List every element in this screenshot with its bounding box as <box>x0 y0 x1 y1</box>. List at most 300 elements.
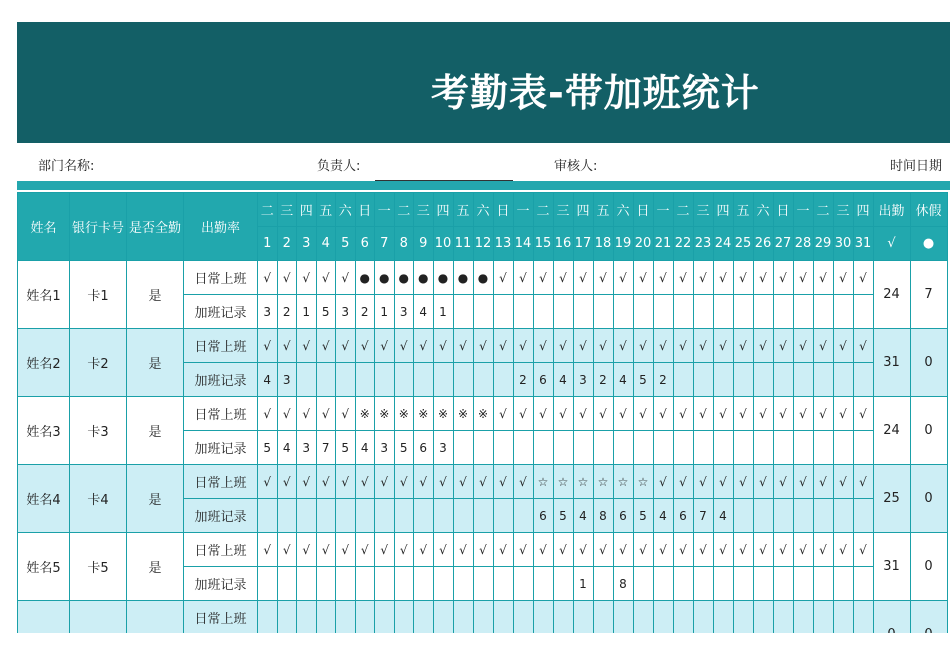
day-mark: √ <box>693 465 713 499</box>
employee-name: 姓名2 <box>18 329 70 397</box>
overtime-hours <box>277 567 297 601</box>
day-mark <box>473 601 493 635</box>
overtime-hours <box>493 431 513 465</box>
overtime-hours: 4 <box>653 499 673 533</box>
overtime-hours: 2 <box>355 295 375 329</box>
overtime-hours <box>453 499 473 533</box>
overtime-hours <box>433 567 453 601</box>
overtime-hours: 4 <box>553 363 573 397</box>
day-mark <box>693 601 713 635</box>
overtime-hours <box>733 499 753 533</box>
header-weekday: 四 <box>297 193 317 227</box>
overtime-hours: 3 <box>277 363 297 397</box>
day-mark: ☆ <box>573 465 593 499</box>
day-mark: √ <box>733 465 753 499</box>
overtime-hours: 4 <box>258 363 278 397</box>
overtime-hours <box>493 499 513 533</box>
overtime-hours <box>453 567 473 601</box>
overtime-hours <box>673 567 693 601</box>
overtime-hours <box>493 295 513 329</box>
overtime-hours: 1 <box>297 295 317 329</box>
header-weekday: 三 <box>833 193 853 227</box>
day-mark: √ <box>473 465 493 499</box>
overtime-hours <box>773 567 793 601</box>
header-day: 12 <box>473 227 493 261</box>
day-mark: √ <box>653 533 673 567</box>
header-attend-symbol: √ <box>873 227 910 261</box>
day-mark: √ <box>853 465 873 499</box>
header-strip <box>17 181 950 190</box>
day-mark <box>355 601 375 635</box>
employee-full-attendance: 是 <box>127 329 184 397</box>
day-mark <box>553 601 573 635</box>
day-mark: √ <box>493 329 513 363</box>
header-day: 29 <box>813 227 833 261</box>
day-mark: √ <box>258 261 278 295</box>
overtime-hours: 4 <box>277 431 297 465</box>
overtime-hours <box>473 295 493 329</box>
header-day: 9 <box>414 227 434 261</box>
day-mark: √ <box>713 465 733 499</box>
overtime-hours: 5 <box>633 499 653 533</box>
overtime-hours <box>355 363 375 397</box>
day-mark: ● <box>394 261 414 295</box>
day-mark: √ <box>753 329 773 363</box>
day-mark <box>453 601 473 635</box>
overtime-hours <box>733 431 753 465</box>
overtime-hours: 6 <box>533 363 553 397</box>
overtime-hours <box>316 499 336 533</box>
overtime-hours: 5 <box>633 363 653 397</box>
header-day: 2 <box>277 227 297 261</box>
overtime-hours: 5 <box>258 431 278 465</box>
day-mark <box>753 601 773 635</box>
day-mark: √ <box>316 465 336 499</box>
overtime-hours: 5 <box>553 499 573 533</box>
day-mark: ● <box>375 261 395 295</box>
overtime-hours: 3 <box>394 295 414 329</box>
header-attendance-rate: 出勤率 <box>184 193 258 261</box>
day-mark: √ <box>394 329 414 363</box>
day-mark: √ <box>853 397 873 431</box>
overtime-hours: 2 <box>653 363 673 397</box>
attendance-table <box>17 192 948 669</box>
header-day: 20 <box>633 227 653 261</box>
overtime-hours <box>693 567 713 601</box>
table-row <box>18 397 948 431</box>
day-mark: ※ <box>355 397 375 431</box>
overtime-hours <box>553 295 573 329</box>
day-mark: √ <box>297 329 317 363</box>
overtime-hours: 3 <box>433 431 453 465</box>
overtime-hours <box>473 431 493 465</box>
overtime-hours: 4 <box>414 295 434 329</box>
day-mark: √ <box>533 533 553 567</box>
header-weekday: 一 <box>513 193 533 227</box>
day-mark: √ <box>493 533 513 567</box>
header-weekday: 三 <box>553 193 573 227</box>
header-weekday: 四 <box>573 193 593 227</box>
day-mark <box>853 601 873 635</box>
day-mark: ※ <box>414 397 434 431</box>
day-mark: ※ <box>375 397 395 431</box>
overtime-hours <box>773 431 793 465</box>
day-mark: √ <box>753 261 773 295</box>
header-weekday: 六 <box>473 193 493 227</box>
day-mark: √ <box>813 329 833 363</box>
day-mark: √ <box>653 397 673 431</box>
header-day: 19 <box>613 227 633 261</box>
header-day: 4 <box>316 227 336 261</box>
header-day: 13 <box>493 227 513 261</box>
day-mark: √ <box>493 261 513 295</box>
day-mark: √ <box>813 397 833 431</box>
day-mark: √ <box>773 397 793 431</box>
overtime-hours <box>753 295 773 329</box>
day-mark: √ <box>355 533 375 567</box>
day-mark <box>613 601 633 635</box>
overtime-hours <box>673 431 693 465</box>
day-mark: √ <box>533 261 553 295</box>
overtime-hours <box>277 499 297 533</box>
day-mark: ☆ <box>593 465 613 499</box>
manager-label: 负责人: <box>317 159 361 174</box>
employee-card: 卡5 <box>70 533 127 601</box>
day-mark: √ <box>573 397 593 431</box>
employee-leave-count: 0 <box>910 465 947 533</box>
overtime-hours: 6 <box>533 499 553 533</box>
overtime-hours: 6 <box>613 499 633 533</box>
overtime-hours: 4 <box>613 363 633 397</box>
day-mark: √ <box>633 533 653 567</box>
overtime-hours <box>813 295 833 329</box>
overtime-hours <box>533 567 553 601</box>
employee-attend-count: 31 <box>873 533 910 601</box>
day-mark: ● <box>355 261 375 295</box>
employee-card: 卡3 <box>70 397 127 465</box>
day-mark: √ <box>593 533 613 567</box>
overtime-hours: 7 <box>693 499 713 533</box>
header-day: 1 <box>258 227 278 261</box>
day-mark: √ <box>673 261 693 295</box>
overtime-hours: 4 <box>713 499 733 533</box>
overtime-hours: 6 <box>414 431 434 465</box>
header-weekday: 五 <box>453 193 473 227</box>
day-mark: √ <box>733 261 753 295</box>
overtime-hours <box>833 499 853 533</box>
header-weekday: 四 <box>853 193 873 227</box>
overtime-hours <box>336 363 356 397</box>
table-row <box>18 533 948 567</box>
header-full-attendance: 是否全勤 <box>127 193 184 261</box>
overtime-hours <box>297 363 317 397</box>
day-mark: √ <box>633 329 653 363</box>
day-mark: √ <box>473 329 493 363</box>
overtime-hours <box>375 363 395 397</box>
overtime-hours <box>316 363 336 397</box>
regular-row-label: 日常上班 <box>184 465 258 499</box>
day-mark: √ <box>414 329 434 363</box>
day-mark: √ <box>258 397 278 431</box>
overtime-hours <box>433 499 453 533</box>
day-mark <box>277 601 297 635</box>
day-mark: √ <box>633 397 653 431</box>
header-weekday: 一 <box>793 193 813 227</box>
day-mark: √ <box>375 465 395 499</box>
day-mark: √ <box>433 465 453 499</box>
day-mark: √ <box>336 465 356 499</box>
overtime-hours <box>773 295 793 329</box>
day-mark: √ <box>553 261 573 295</box>
day-mark: √ <box>316 329 336 363</box>
day-mark: √ <box>553 533 573 567</box>
overtime-hours <box>833 363 853 397</box>
day-mark: ☆ <box>533 465 553 499</box>
overtime-hours <box>753 363 773 397</box>
header-day: 23 <box>693 227 713 261</box>
day-mark: √ <box>793 533 813 567</box>
employee-leave-count: 0 <box>910 329 947 397</box>
day-mark <box>433 601 453 635</box>
overtime-hours <box>693 295 713 329</box>
day-mark: √ <box>793 261 813 295</box>
title-banner <box>17 22 950 143</box>
employee-attend-count: 31 <box>873 329 910 397</box>
day-mark: √ <box>693 261 713 295</box>
employee-attend-count: 24 <box>873 261 910 329</box>
overtime-hours <box>853 295 873 329</box>
day-mark: √ <box>336 533 356 567</box>
day-mark: √ <box>277 261 297 295</box>
overtime-row-label: 加班记录 <box>184 295 258 329</box>
overtime-hours <box>733 567 753 601</box>
day-mark: √ <box>673 533 693 567</box>
day-mark: ※ <box>473 397 493 431</box>
overtime-hours <box>793 499 813 533</box>
overtime-hours <box>793 431 813 465</box>
page-bottom-clip <box>0 633 950 672</box>
day-mark: √ <box>297 261 317 295</box>
day-mark: √ <box>673 465 693 499</box>
employee-attend-count: 25 <box>873 465 910 533</box>
day-mark: √ <box>753 533 773 567</box>
day-mark: ☆ <box>553 465 573 499</box>
overtime-hours <box>633 431 653 465</box>
day-mark: √ <box>513 397 533 431</box>
day-mark: √ <box>673 397 693 431</box>
overtime-hours <box>513 431 533 465</box>
employee-leave-count: 0 <box>910 397 947 465</box>
employee-name: 姓名4 <box>18 465 70 533</box>
day-mark: √ <box>277 397 297 431</box>
day-mark: √ <box>593 397 613 431</box>
day-mark: √ <box>593 261 613 295</box>
day-mark: ※ <box>433 397 453 431</box>
day-mark <box>653 601 673 635</box>
day-mark: √ <box>316 533 336 567</box>
day-mark: ※ <box>453 397 473 431</box>
employee-leave-count: 0 <box>910 533 947 601</box>
header-weekday: 六 <box>613 193 633 227</box>
overtime-hours <box>573 295 593 329</box>
overtime-hours <box>813 567 833 601</box>
day-mark: √ <box>433 329 453 363</box>
header-name: 姓名 <box>18 193 70 261</box>
overtime-hours <box>394 499 414 533</box>
day-mark <box>414 601 434 635</box>
overtime-row-label: 加班记录 <box>184 363 258 397</box>
day-mark: √ <box>573 533 593 567</box>
overtime-hours: 3 <box>336 295 356 329</box>
overtime-hours <box>793 567 813 601</box>
overtime-hours: 5 <box>316 295 336 329</box>
day-mark: √ <box>813 465 833 499</box>
day-mark: √ <box>793 397 813 431</box>
overtime-hours <box>513 295 533 329</box>
overtime-hours: 2 <box>513 363 533 397</box>
overtime-hours <box>513 567 533 601</box>
header-day: 10 <box>433 227 453 261</box>
overtime-hours <box>336 567 356 601</box>
header-day: 30 <box>833 227 853 261</box>
overtime-hours <box>733 363 753 397</box>
day-mark: √ <box>553 397 573 431</box>
header-day: 31 <box>853 227 873 261</box>
day-mark: √ <box>833 465 853 499</box>
day-mark: √ <box>336 397 356 431</box>
overtime-hours: 1 <box>573 567 593 601</box>
overtime-hours <box>853 567 873 601</box>
overtime-hours <box>653 567 673 601</box>
header-day: 16 <box>553 227 573 261</box>
header-weekday: 二 <box>673 193 693 227</box>
header-leave: 休假 <box>910 193 947 227</box>
overtime-hours <box>613 431 633 465</box>
day-mark: √ <box>693 397 713 431</box>
day-mark: √ <box>713 261 733 295</box>
overtime-hours <box>713 431 733 465</box>
overtime-hours: 2 <box>593 363 613 397</box>
day-mark: √ <box>593 329 613 363</box>
day-mark: √ <box>573 329 593 363</box>
header-weekday: 二 <box>533 193 553 227</box>
overtime-hours: 5 <box>394 431 414 465</box>
overtime-hours <box>573 431 593 465</box>
employee-name: 姓名3 <box>18 397 70 465</box>
overtime-hours <box>258 499 278 533</box>
day-mark: √ <box>833 261 853 295</box>
day-mark: √ <box>793 465 813 499</box>
overtime-hours <box>258 567 278 601</box>
day-mark <box>316 601 336 635</box>
day-mark <box>573 601 593 635</box>
table-row <box>18 261 948 295</box>
header-leave-symbol: ● <box>910 227 947 261</box>
day-mark: √ <box>573 261 593 295</box>
header-weekday: 五 <box>593 193 613 227</box>
day-mark: ☆ <box>633 465 653 499</box>
regular-row-label: 日常上班 <box>184 261 258 295</box>
day-mark <box>258 601 278 635</box>
overtime-hours <box>613 295 633 329</box>
overtime-hours <box>753 567 773 601</box>
overtime-hours <box>553 567 573 601</box>
overtime-hours: 7 <box>316 431 336 465</box>
day-mark: √ <box>773 329 793 363</box>
day-mark: √ <box>493 465 513 499</box>
overtime-hours <box>593 295 613 329</box>
table-row <box>18 601 948 635</box>
day-mark: √ <box>813 261 833 295</box>
header-weekday: 二 <box>258 193 278 227</box>
overtime-hours <box>316 567 336 601</box>
overtime-hours <box>375 499 395 533</box>
overtime-hours: 1 <box>433 295 453 329</box>
employee-full-attendance: 是 <box>127 397 184 465</box>
employee-leave-count: 7 <box>910 261 947 329</box>
day-mark: √ <box>277 329 297 363</box>
overtime-hours <box>833 295 853 329</box>
day-mark: √ <box>693 533 713 567</box>
day-mark <box>493 601 513 635</box>
date-label: 时间日期 <box>890 159 943 174</box>
day-mark: √ <box>533 397 553 431</box>
day-mark: √ <box>713 533 733 567</box>
day-mark <box>793 601 813 635</box>
day-mark: √ <box>394 533 414 567</box>
overtime-hours: 3 <box>573 363 593 397</box>
header-weekday: 日 <box>773 193 793 227</box>
employee-full-attendance: 是 <box>127 465 184 533</box>
header-day: 7 <box>375 227 395 261</box>
day-mark <box>336 601 356 635</box>
overtime-hours: 1 <box>375 295 395 329</box>
day-mark: √ <box>773 533 793 567</box>
day-mark: √ <box>733 533 753 567</box>
overtime-hours <box>493 567 513 601</box>
employee-card: 卡4 <box>70 465 127 533</box>
day-mark: ● <box>433 261 453 295</box>
day-mark <box>593 601 613 635</box>
overtime-hours <box>673 295 693 329</box>
day-mark <box>375 601 395 635</box>
day-mark: ● <box>414 261 434 295</box>
regular-row-label: 日常上班 <box>184 533 258 567</box>
overtime-hours <box>473 363 493 397</box>
day-mark: √ <box>277 465 297 499</box>
employee-name: 姓名1 <box>18 261 70 329</box>
overtime-hours <box>394 363 414 397</box>
overtime-hours <box>414 567 434 601</box>
day-mark: √ <box>258 329 278 363</box>
day-mark: √ <box>414 533 434 567</box>
overtime-hours <box>414 499 434 533</box>
day-mark: √ <box>316 397 336 431</box>
header-weekday: 三 <box>277 193 297 227</box>
overtime-hours: 3 <box>297 431 317 465</box>
day-mark: √ <box>653 261 673 295</box>
day-mark <box>673 601 693 635</box>
day-mark: ☆ <box>613 465 633 499</box>
header-weekday: 一 <box>653 193 673 227</box>
day-mark: √ <box>813 533 833 567</box>
day-mark <box>394 601 414 635</box>
overtime-hours <box>513 499 533 533</box>
header-weekday: 一 <box>375 193 395 227</box>
employee-card: 卡2 <box>70 329 127 397</box>
overtime-hours <box>793 295 813 329</box>
overtime-hours <box>853 431 873 465</box>
